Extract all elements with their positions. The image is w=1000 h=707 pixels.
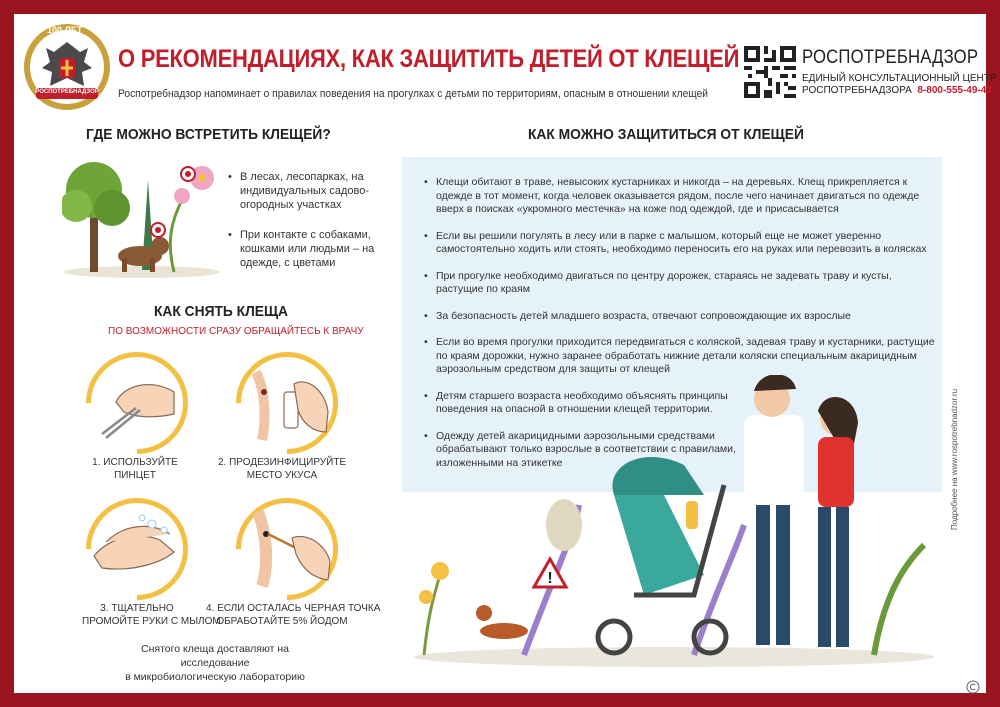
consult-line1: ЕДИНЫЙ КОНСУЛЬТАЦИОННЫЙ ЦЕНТР bbox=[802, 73, 997, 84]
forest-dog-illustration bbox=[62, 150, 224, 280]
step-4: 4. ЕСЛИ ОСТАЛАСЬ ЧЕРНАЯ ТОЧКА ОБРАБОТАЙТЕ 5% ЙОДОМ bbox=[206, 603, 381, 627]
step-3: 3. ТЩАТЕЛЬНО ПРОМОЙТЕ РУКИ С МЫЛОМ bbox=[82, 603, 221, 627]
where-item: • В лесах, лесопарках, на индивидуальных садово-огородных участках bbox=[228, 170, 398, 212]
phone-number[interactable]: 8-800-555-49-43 bbox=[917, 85, 992, 96]
where-item: • При контакте с собаками, кошками или людьми – на одежде, с цветами bbox=[228, 228, 398, 270]
doctor-note: ПО ВОЗМОЖНОСТИ СРАЗУ ОБРАЩАЙТЕСЬ К ВРАЧУ bbox=[108, 326, 364, 337]
where-list bbox=[228, 170, 398, 286]
wash-hands-icon bbox=[90, 506, 180, 586]
protect-item: • Если во время прогулки приходится передвигаться с коляской, задевая траву и кустарники, растущие по краям дорожки, нужно заранее обработать нижние детали коляски специальным акарицидным аэрозольным средством для защиты от клещей bbox=[424, 336, 936, 377]
where-heading: ГДЕ МОЖНО ВСТРЕТИТЬ КЛЕЩЕЙ? bbox=[86, 126, 331, 143]
protect-item: • Если вы решили погулять в лесу или в парке с малышом, который еще не может уверенно самостоятельно ходить или стоять, необходимо переносить его на руках или перевозить в колясках bbox=[424, 230, 936, 257]
iodine-icon bbox=[246, 508, 332, 588]
logo-text: 100 ЛЕТ bbox=[47, 25, 83, 35]
org-name: РОСПОТРЕБНАДЗОР bbox=[802, 47, 979, 68]
disinfect-icon bbox=[246, 362, 330, 442]
svg-text:!: ! bbox=[547, 570, 553, 587]
remove-heading: КАК СНЯТЬ КЛЕЩА bbox=[154, 303, 289, 320]
tweezers-icon bbox=[96, 362, 176, 442]
page-subtitle: Роспотребнадзор напоминает о правилах поведения на прогулках с детьми по территориям, опасным в отношении клещей bbox=[118, 88, 708, 100]
protect-item: • Одежду детей акарицидными аэрозольными средствами обрабатывают только взрослые в соответствии с правилами, изложенными на этикетке bbox=[424, 430, 736, 471]
copyright-icon bbox=[966, 680, 980, 694]
rospotrebnadzor-emblem bbox=[22, 22, 112, 112]
step-2: 2. ПРОДЕЗИНФИЦИРУЙТЕ МЕСТО УКУСА bbox=[218, 457, 347, 481]
protect-heading: КАК МОЖНО ЗАЩИТИТЬСЯ ОТ КЛЕЩЕЙ bbox=[528, 126, 804, 143]
lab-note: Снятого клеща доставляют на исследование в микробиологическую лабораторию bbox=[125, 643, 305, 683]
protect-item: • Детям старшего возраста необходимо объяснять принципы поведения на опасной в отношении клещей территории. bbox=[424, 390, 736, 417]
consult-center bbox=[802, 73, 997, 97]
logo-ribbon: РОСПОТРЕБНАДЗОР bbox=[35, 89, 99, 95]
page-title: О РЕКОМЕНДАЦИЯХ, КАК ЗАЩИТИТЬ ДЕТЕЙ ОТ КЛЕЩЕЙ bbox=[118, 45, 740, 73]
protect-item: • При прогулке необходимо двигаться по центру дорожек, стараясь не задевать траву и кусты, растущие по краям bbox=[424, 270, 936, 297]
step-1: 1. ИСПОЛЬЗУЙТЕ ПИНЦЕТ bbox=[92, 457, 178, 481]
protect-item: • За безопасность детей младшего возраста, отвечают сопровождающие их взрослые bbox=[424, 310, 936, 324]
qr-code[interactable] bbox=[744, 46, 796, 98]
protect-item: • Клещи обитают в траве, невысоких кустарниках и никогда – на деревьях. Клещ прикрепляется к одежде в тот момент, когда человек оказывается рядом, после чего начинает двигаться по одежде вверх в поисках «укромного местечка» на коже под одеждой, где и присасывается bbox=[424, 176, 936, 217]
consult-line2: РОСПОТРЕБНАДЗОРА bbox=[802, 85, 912, 96]
family-walk-illustration bbox=[404, 375, 944, 675]
website-note[interactable]: Подробнее на www.rospotrebnadzor.ru bbox=[950, 388, 959, 530]
